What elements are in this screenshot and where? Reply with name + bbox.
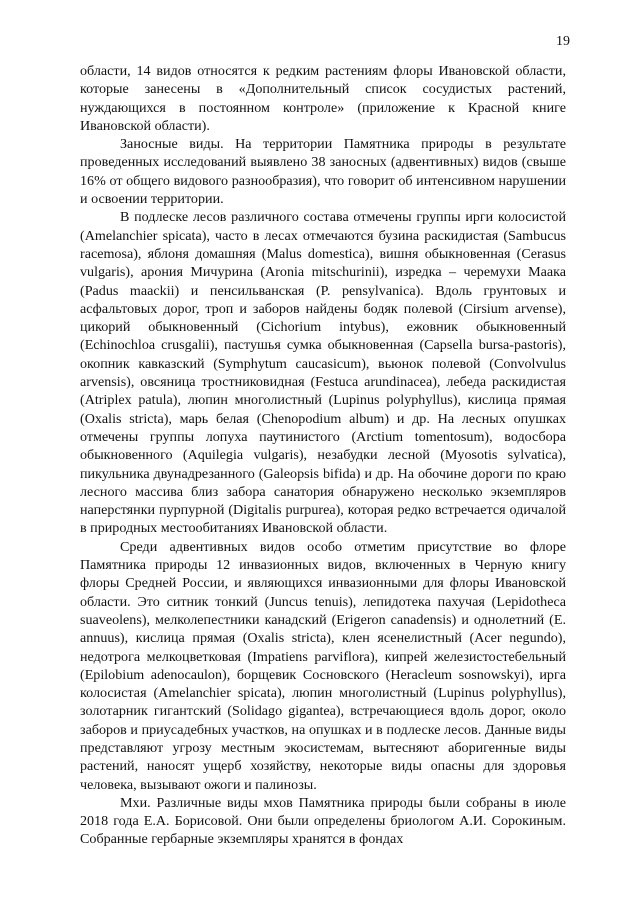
paragraph-undergrowth-species: В подлеске лесов различного состава отмечены группы ирги колосистой (Amelanchier spicata), часто в лесах отмечаются бузина раскидистая (Sambucus racemosa), яблоня домашняя (Malus domestica), вишня обыкновенная (Cerasus vulgaris), арония Мичурина (Aronia mitschurinii), изредка – черемухи Маака (Padus maackii) и пенсильванская (P. pensylvanica). Вдоль грунтовых и асфальтовых дорог, троп и заборов найдены бодяк полевой (Cirsium arvense), цикорий обыкновенный (Cichorium intybus), ежовник обыкновенный (Echinochloa crusgalii), пастушья сумка обыкновенная (Capsella bursa-pastoris), окопник кавказский (Symphytum caucasicum), вьюнок полевой (Convolvulus arvensis), овсяница тростниковидная (Festuca arundinacea), лебеда раскидистая (Atriplex patula), люпин многолистный (Lupinus polyphyllus), кислица прямая (Oxalis stricta), марь белая (Chenopodium album) и др. На лесных опушках отмечены группы лопуха паутинистого (Arctium tomentosum), водосбора обыкновенного (Aquilegia vulgaris), незабудки лесной (Myosotis sylvatica), пикульника двунадрезанного (Galeopsis bifida) и др. На обочине дороги по краю лесного массива близ забора санатория обнаружено несколько экземпляров наперстянки пурпурной (Digitalis purpurea), которая редко встречается одичалой в природных местообитаниях Ивановской области.	[80, 209, 566, 537]
paragraph-mosses: Мхи. Различные виды мхов Памятника природы были собраны в июле 2018 года Е.А. Борисовой. Они были определены бриологом А.И. Сорокиным. Собранные гербарные экземпляры хранятся в фондах	[80, 794, 566, 848]
page-number: 19	[556, 34, 570, 49]
paragraph-invasive-species: Среди адвентивных видов особо отметим присутствие во флоре Памятника природы 12 инвазионных видов, включенных в Черную книгу флоры Средней России, и являющихся инвазионными для флоры Ивановской области. Это ситник тонкий (Juncus tenuis), лепидотека пахучая (Lepidotheca suaveolens), мелколепестники канадский (Erigeron canadensis) и однолетний (E. annuus), кислица прямая (Oxalis stricta), клен ясенелистный (Acer negundo), недотрога мелкоцветковая (Impatiens parviflora), кипрей железистостебельный (Epilobium adenocaulon), борщевик Сосновского (Heracleum sosnowskyi), ирга колосистая (Amelanchier spicata), люпин многолистный (Lupinus polyphyllus), золотарник гигантский (Solidago gigantea), встречающиеся вдоль дорог, около заборов и приусадебных участков, на опушках и в подлеске лесов. Данные виды представляют угрозу местным экосистемам, вытесняют аборигенные виды растений, наносят ущерб хозяйству, некоторые виды опасны для здоровья человека, вызывают ожоги и палинозы.	[80, 538, 566, 793]
paragraph-alien-species: Заносные виды. На территории Памятника природы в результате проведенных исследований выявлено 38 заносных (адвентивных) видов (свыше 16% от общего видового разнообразия), что говорит об интенсивном нарушении и освоении территории.	[80, 136, 566, 208]
document-body	[80, 62, 566, 849]
paragraph-rare-species-continuation: области, 14 видов относятся к редким растениям флоры Ивановской области, которые занесены в «Дополнительный список сосудистых растений, нуждающихся в постоянном контроле» (приложение к Красной книге Ивановской области).	[80, 63, 566, 134]
